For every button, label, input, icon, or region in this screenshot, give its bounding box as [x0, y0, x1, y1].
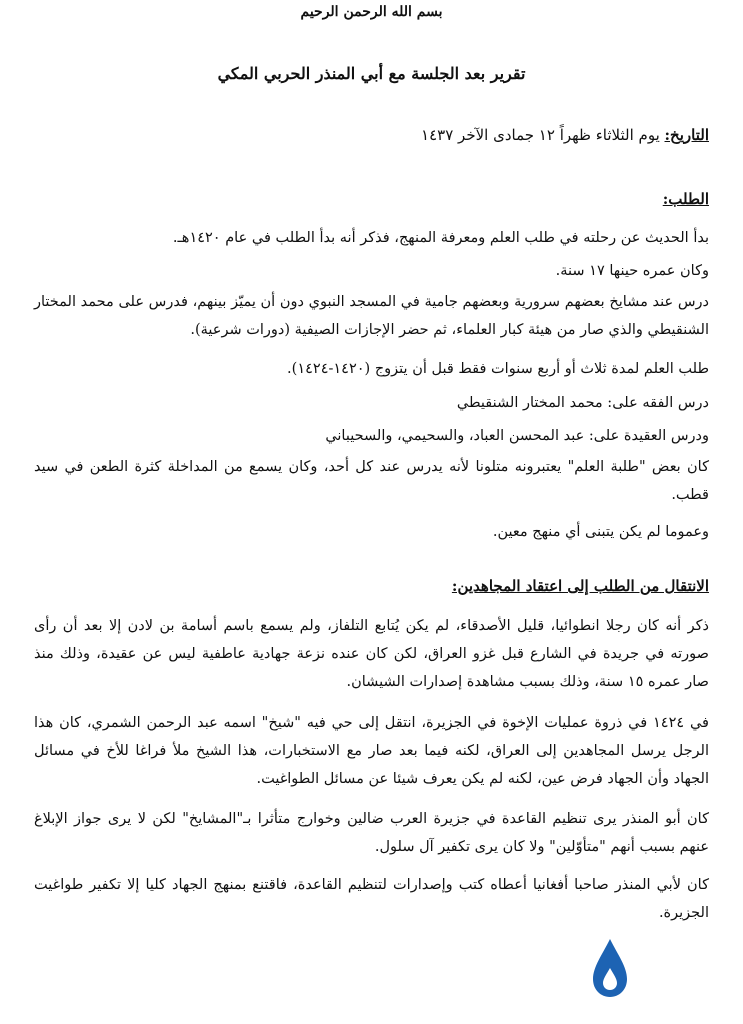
paragraph: درس عند مشايخ بعضهم سرورية وبعضهم جامية في المسجد النبوي دون أن يميّز بينهم، فدرس على محمد المختار الشنقيطي والذي صار من هيئة كبار العلماء، ثم حضر الإجازات الصيفية (دورات شرعية).	[34, 294, 709, 338]
paragraph: بدأ الحديث عن رحلته في طلب العلم ومعرفة المنهج، فذكر أنه بدأ الطلب في عام ١٤٢٠هـ.	[172, 230, 709, 246]
date-value: يوم الثلاثاء ظهراً ١٢ جمادى الآخر ١٤٣٧	[421, 126, 665, 144]
section-heading-transition: الانتقال من الطلب إلى اعتقاد المجاهدين:	[451, 577, 709, 595]
date-label: التاريخ:	[664, 126, 709, 144]
paragraph: ودرس العقيدة على: عبد المحسن العباد، والسحيمي، والسحيباني	[325, 428, 709, 444]
water-drop-icon	[590, 937, 630, 999]
report-title: تقرير بعد الجلسة مع أبي المنذر الحربي المكي	[217, 64, 526, 83]
section-heading-study: الطلب:	[662, 190, 709, 208]
paragraph: في ١٤٢٤ في ذروة عمليات الإخوة في الجزيرة، انتقل إلى حي فيه "شيخ" اسمه عبد الرحمن الشمري، كان هذا الرجل يرسل المجاهدين إلى العراق، لكنه فيما بعد صار مع الاستخبارات، هذا الشيخ ملأ فراغا للأخ في مسائل الجهاد وأن الجهاد فرض عين، لكنه لم يكن يعرف شيئا عن مسائل الطواغيت.	[34, 715, 709, 787]
paragraph: كان بعض "طلبة العلم" يعتبرونه متلونا لأنه يدرس عند كل أحد، وكان يسمع من المداخلة كثرة الطعن في سيد قطب.	[34, 459, 709, 503]
paragraph: طلب العلم لمدة ثلاث أو أربع سنوات فقط قبل أن يتزوج (١٤٢٠-١٤٢٤).	[287, 361, 709, 377]
paragraph: وكان عمره حينها ١٧ سنة.	[555, 263, 709, 279]
paragraph: وعموما لم يكن يتبنى أي منهج معين.	[492, 524, 709, 540]
paragraph: كان أبو المنذر يرى تنظيم القاعدة في جزيرة العرب ضالين وخوارج متأثرا بـ"المشايخ" لكن لا يرى جواز الإبلاغ عنهم بسبب أنهم "متأوّلين" ولا كان يرى تكفير آل سلول.	[34, 811, 709, 855]
paragraph: كان لأبي المنذر صاحبا أفغانيا أعطاه كتب وإصدارات لتنظيم القاعدة، فاقتنع بمنهج الجهاد كليا إلا تكفير طواغيت الجزيرة.	[34, 877, 709, 921]
paragraph: درس الفقه على: محمد المختار الشنقيطي	[456, 395, 709, 411]
paragraph: ذكر أنه كان رجلا انطوائيا، قليل الأصدقاء، لم يكن يُتابع التلفاز، ولم يسمع باسم أسامة بن لادن إلا بعد أن رأى صورته في جريدة في الشارع قبل غزو العراق، لكن كان عنده نزعة جهادية عاطفية ليس عن عقيدة، وذلك منذ صار عمره ١٥ سنة، وذلك بسبب مشاهدة إصدارات الشيشان.	[34, 618, 709, 690]
date-line	[421, 126, 709, 144]
basmala: بسم الله الرحمن الرحيم	[300, 4, 443, 20]
